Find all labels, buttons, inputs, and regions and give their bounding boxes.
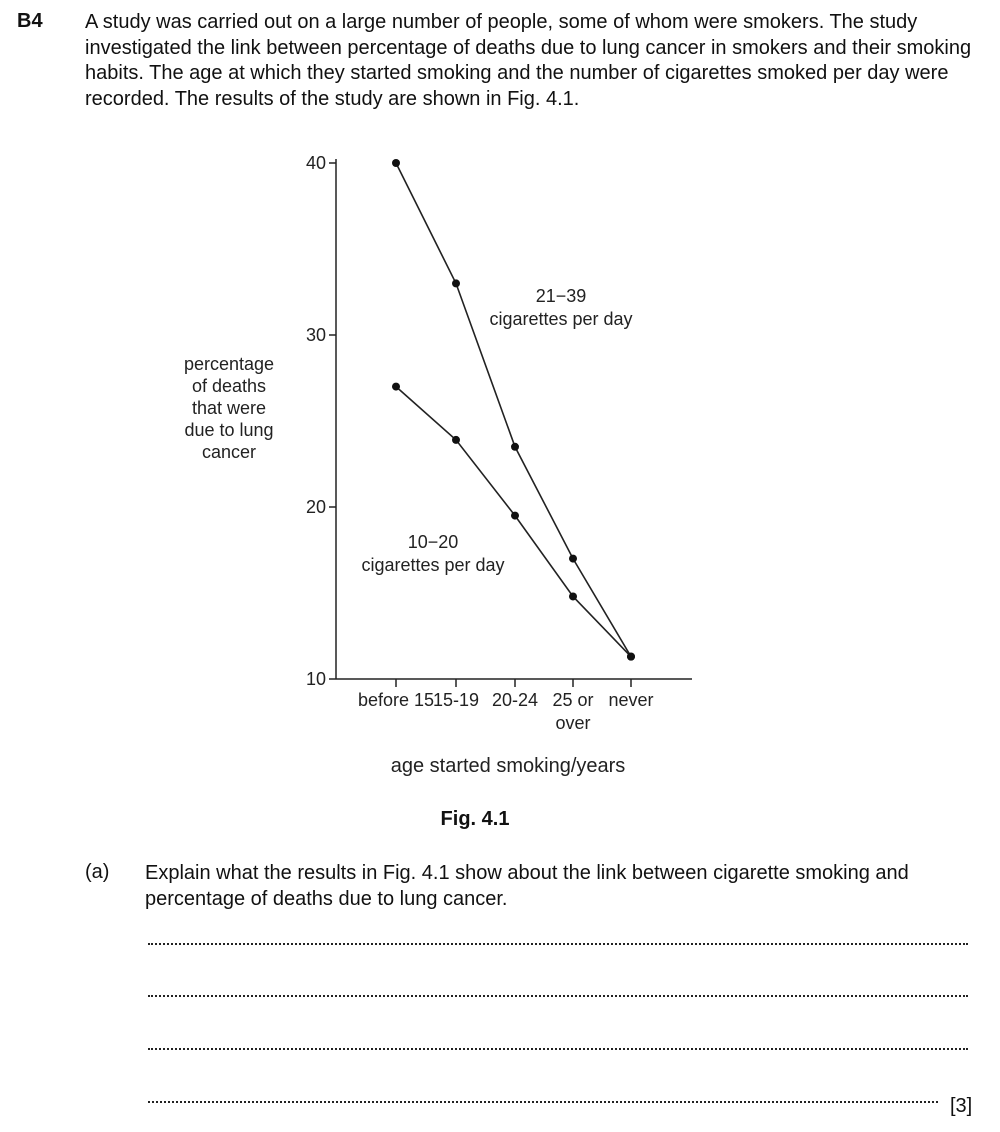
y-axis-title-line: of deaths — [191, 376, 267, 396]
data-point-series-1 — [569, 555, 577, 563]
answer-line-1[interactable] — [148, 943, 968, 945]
data-point-series-1 — [392, 159, 400, 167]
answer-line-3[interactable] — [148, 1048, 968, 1050]
part-a-question: Explain what the results in Fig. 4.1 show about the link between cigarette smoking and percentage of deaths due to lung cancer. — [145, 862, 909, 910]
data-point-series-2 — [511, 512, 519, 520]
y-axis-title-line: percentage — [183, 354, 275, 374]
y-axis-title-line: cancer — [201, 442, 257, 462]
y-axis-title-line: due to lung — [184, 420, 274, 440]
x-axis-title: age started smoking/years — [390, 755, 626, 777]
y-tick-label: 20 — [305, 497, 326, 517]
data-point-series-2 — [392, 383, 400, 391]
x-tick-label: 20-24 — [491, 690, 539, 710]
question-intro: A study was carried out on a large number of people, some of whom were smokers. The study investigated the link between percentage of deaths due to lung cancer in smokers and their smoking habits. The age at which they started smoking and the number of cigarettes smoked per day were recorded. The results of the study are shown in Fig. 4.1. — [85, 11, 972, 110]
y-axis-title-line: that were — [191, 398, 267, 418]
answer-line-4[interactable] — [148, 1101, 938, 1103]
y-tick-label: 30 — [305, 325, 326, 345]
series-line-2 — [396, 387, 631, 657]
x-tick-label: before 15 — [357, 690, 435, 710]
data-point-series-2 — [452, 436, 460, 444]
marks-indicator: [3] — [950, 1095, 973, 1117]
y-tick-label: 10 — [305, 669, 326, 689]
data-point-series-2 — [627, 653, 635, 661]
answer-line-2[interactable] — [148, 995, 968, 997]
series-line-1 — [396, 163, 631, 657]
data-point-series-1 — [452, 279, 460, 287]
x-tick-label: 15-19 — [432, 690, 480, 710]
series-label-1: 21−39 — [535, 286, 587, 306]
figure-caption: Fig. 4.1 — [440, 808, 510, 830]
question-number: B4 — [17, 10, 43, 32]
x-tick-label: over — [555, 713, 591, 733]
data-point-series-1 — [511, 443, 519, 451]
x-tick-label: 25 or — [552, 690, 594, 710]
x-tick-label: never — [608, 690, 654, 710]
data-point-series-2 — [569, 592, 577, 600]
y-tick-label: 40 — [305, 153, 326, 173]
series-label-2: 10−20 — [407, 532, 459, 552]
series-label-1: cigarettes per day — [489, 309, 633, 329]
part-a-label: (a) — [85, 861, 110, 883]
series-label-2: cigarettes per day — [361, 555, 505, 575]
